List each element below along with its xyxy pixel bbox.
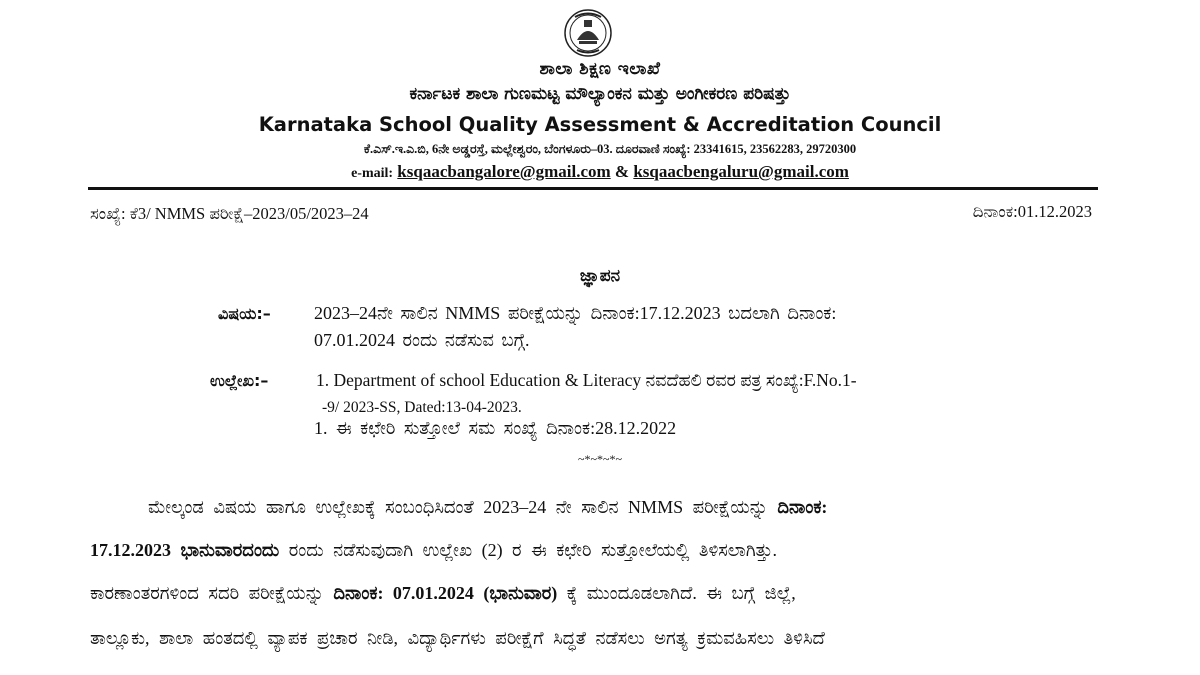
- body-line-3-tail: ಕ್ಕೆ ಮುಂದೂಡಲಾಗಿದೆ. ಈ ಬಗ್ಗೆ ಜಿಲ್ಲೆ,: [566, 583, 796, 603]
- reference-2: 1. ಈ ಕಛೇರಿ ಸುತ್ತೋಲೆ ಸಮ ಸಂಖ್ಯೆ ದಿನಾಂಕ:28.12.2022: [314, 418, 677, 438]
- reference-number: ಸಂಖ್ಯೆ: ಕೆ3/ NMMS ಪರೀಕ್ಷೆ–2023/05/2023–24: [90, 204, 369, 223]
- email-line: [280, 162, 920, 182]
- body-line-1-bold: ದಿನಾಂಕ:: [777, 497, 828, 517]
- council-name-english: Karnataka School Quality Assessment & Accreditation Council: [258, 113, 942, 136]
- state-emblem-icon: [563, 8, 613, 58]
- subject-text-line-2: 07.01.2024 ರಂದು ನಡೆಸುವ ಬಗ್ಗೆ.: [314, 330, 530, 350]
- subject-text-line-1: 2023–24ನೇ ಸಾಲಿನ NMMS ಪರೀಕ್ಷೆಯನ್ನು ದಿನಾಂಕ:17.12.2023 ಬದಲಾಗಿ ದಿನಾಂಕ:: [314, 303, 837, 323]
- email-label: e-mail:: [351, 166, 394, 181]
- document-date: ದಿನಾಂಕ:01.12.2023: [972, 202, 1092, 221]
- body-line-3-text: ಕಾರಣಾಂತರಗಳಿಂದ ಸದರಿ ಪರೀಕ್ಷೆಯನ್ನು: [90, 583, 324, 603]
- reference-1-line-2: -9/ 2023-SS, Dated:13-04-2023.: [322, 399, 522, 416]
- body-line-2: [90, 540, 777, 561]
- reference-1-line-1: 1. Department of school Education & Literacy ನವದೆಹಲಿ ರವರ ಪತ್ರ ಸಂಖ್ಯೆ:F.No.1-: [316, 370, 857, 390]
- email-separator: &: [614, 162, 630, 181]
- body-line-2-bold: 17.12.2023 ಭಾನುವಾರದಂದು: [90, 540, 280, 560]
- body-line-1-text: ಮೇಲ್ಕಂಡ ವಿಷಯ ಹಾಗೂ ಉಲ್ಲೇಖಕ್ಕೆ ಸಂಬಂಧಿಸಿದಂತೆ 2023–24 ನೇ ಸಾಲಿನ NMMS ಪರೀಕ್ಷೆಯನ್ನು: [148, 497, 768, 517]
- department-name-kannada: ಶಾಲಾ ಶಿಕ್ಷಣ ಇಲಾಖೆ: [539, 59, 661, 79]
- letterhead-divider: [88, 187, 1098, 190]
- body-line-1: [148, 497, 827, 518]
- body-line-2-text: ರಂದು ನಡೆಸುವುದಾಗಿ ಉಲ್ಲೇಖ (2) ರ ಈ ಕಛೇರಿ ಸುತ್ತೋಲೆಯಲ್ಲಿ ತಿಳಿಸಲಾಗಿತ್ತು.: [288, 540, 777, 560]
- section-separator: ~*~*~*~: [578, 452, 622, 466]
- body-line-3-bold: ದಿನಾಂಕ: 07.01.2024 (ಭಾನುವಾರ): [333, 583, 558, 603]
- body-line-3: [90, 583, 796, 604]
- office-address: ಕೆ.ಎಸ್.ಇ.ಎ.ಬಿ, 6ನೇ ಅಡ್ಡರಸ್ತೆ, ಮಲ್ಲೇಶ್ವರಂ, ಬೆಂಗಳೂರು–03. ದೂರವಾಣಿ ಸಂಖ್ಯೆ: 23341615, 23562283, 29720300: [363, 142, 857, 156]
- council-name-kannada: ಕರ್ನಾಟಕ ಶಾಲಾ ಗುಣಮಟ್ಟ ಮೌಲ್ಯಾಂಕನ ಮತ್ತು ಅಂಗೀಕರಣ ಪರಿಷತ್ತು: [409, 84, 791, 104]
- references-label: ಉಲ್ಲೇಖ:–: [210, 371, 269, 390]
- email-link-bangalore[interactable]: ksqaacbangalore@gmail.com: [397, 162, 611, 181]
- body-line-4: ತಾಲ್ಲೂಕು, ಶಾಲಾ ಹಂತದಲ್ಲಿ ವ್ಯಾಪಕ ಪ್ರಚಾರ ನೀಡಿ, ವಿದ್ಯಾರ್ಥಿಗಳು ಪರೀಕ್ಷೆಗೆ ಸಿದ್ಧತೆ ನಡೆಸಲು ಅಗತ್ಯ ಕ್ರಮವಹಿಸಲು ತಿಳಿಸಿದೆ: [90, 628, 825, 648]
- notice-heading: ಜ್ಞಾಪನ: [579, 266, 621, 286]
- subject-label: ವಿಷಯ:–: [218, 304, 271, 323]
- email-link-bengaluru[interactable]: ksqaacbengaluru@gmail.com: [633, 162, 849, 181]
